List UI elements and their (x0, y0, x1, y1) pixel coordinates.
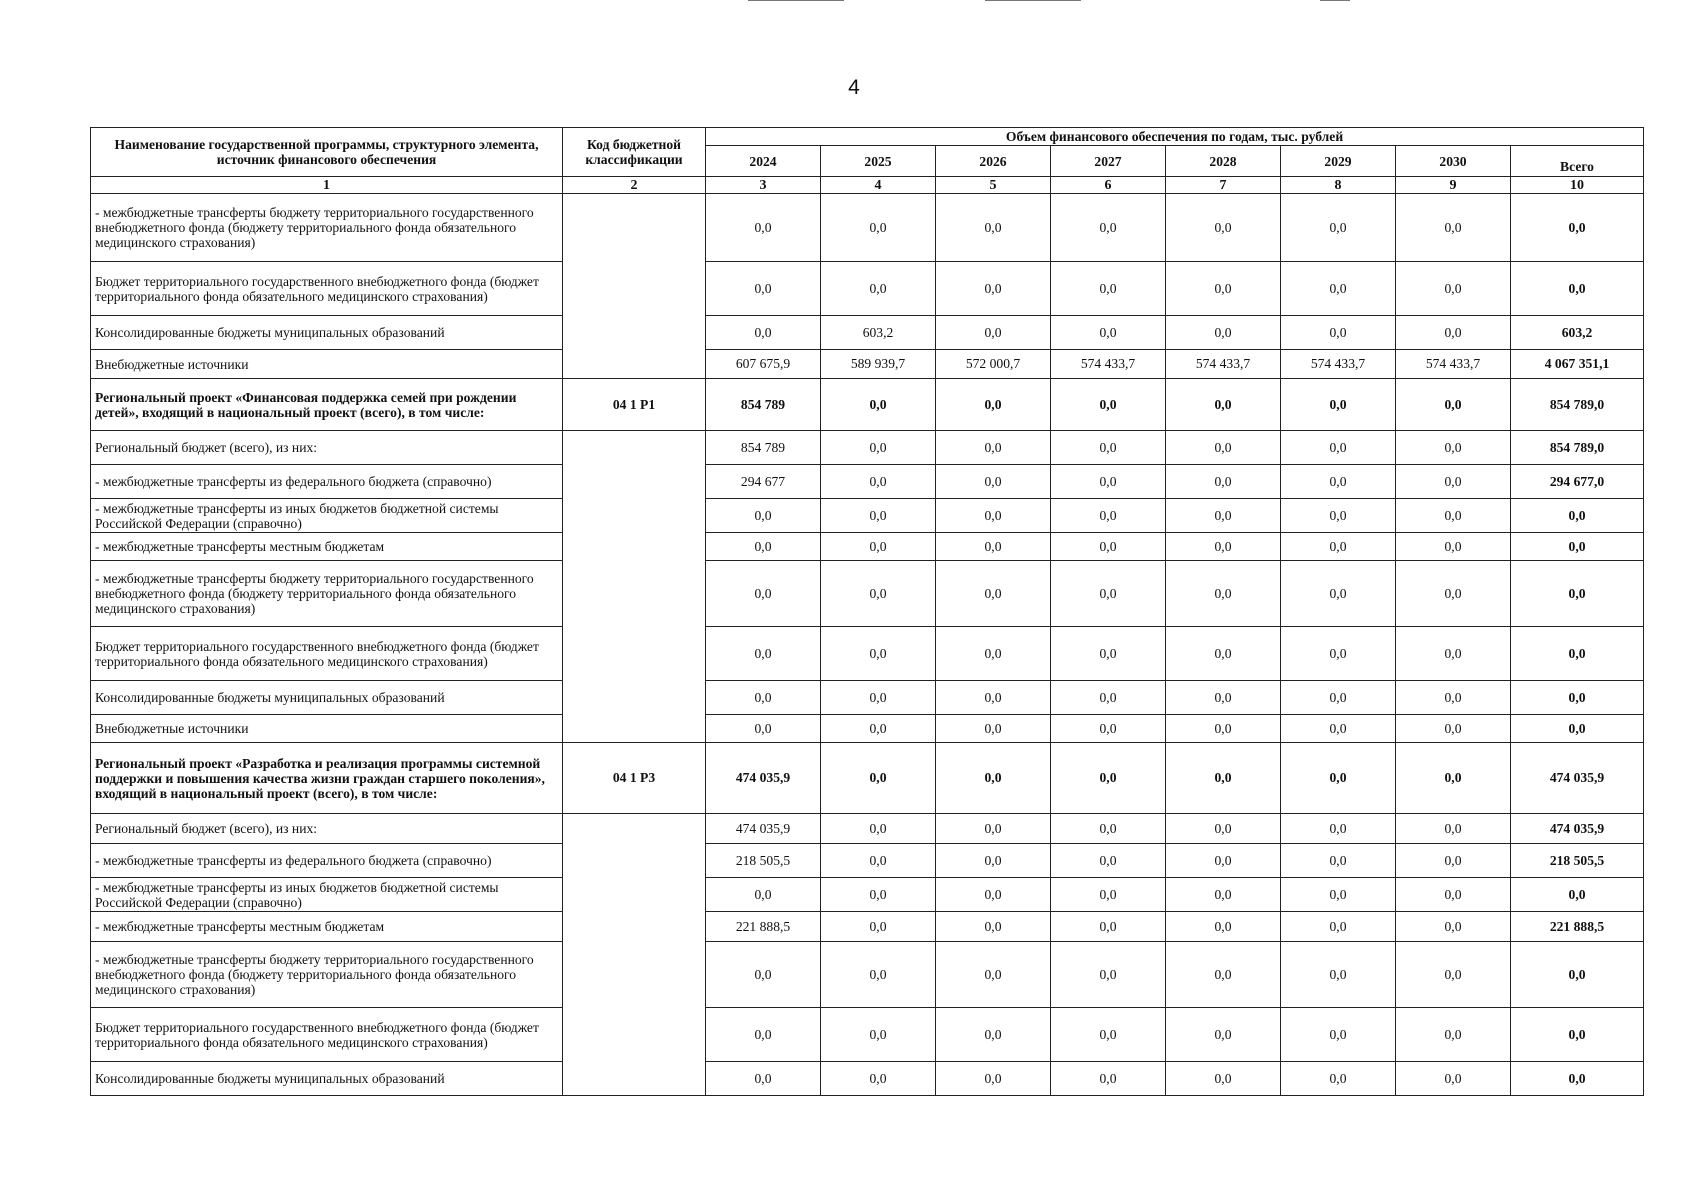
year-value: 0,0 (936, 533, 1051, 561)
row-name: Региональный проект «Разработка и реализация программы системной поддержки и повышения качества жизни граждан старшего поколения», входящий в национальный проект (всего), в том числе: (91, 743, 563, 814)
row-total: 603,2 (1511, 316, 1644, 350)
year-value: 0,0 (821, 533, 936, 561)
row-total: 221 888,5 (1511, 912, 1644, 942)
year-value: 0,0 (1166, 499, 1281, 533)
row-name: - межбюджетные трансферты бюджету территориального государственного внебюджетного фонда (бюджету территориального фонда обязательного медицинского страхования) (91, 942, 563, 1008)
budget-code: 04 1 Р1 (563, 379, 706, 431)
year-value: 0,0 (936, 262, 1051, 316)
year-value: 0,0 (936, 878, 1051, 912)
budget-code (563, 194, 706, 379)
year-value: 0,0 (1396, 499, 1511, 533)
year-value: 574 433,7 (1396, 350, 1511, 379)
year-value: 221 888,5 (706, 912, 821, 942)
table-row (91, 561, 1644, 627)
year-value: 0,0 (821, 912, 936, 942)
table-row (91, 499, 1644, 533)
row-total: 0,0 (1511, 681, 1644, 715)
row-name: Бюджет территориального государственного внебюджетного фонда (бюджет территориального фонда обязательного медицинского страхования) (91, 262, 563, 316)
row-total: 218 505,5 (1511, 844, 1644, 878)
year-value: 0,0 (1166, 561, 1281, 627)
row-total: 4 067 351,1 (1511, 350, 1644, 379)
year-value: 0,0 (821, 379, 936, 431)
table-row (91, 1062, 1644, 1096)
year-value: 0,0 (1051, 561, 1166, 627)
table-row (91, 379, 1644, 431)
year-value: 0,0 (821, 194, 936, 262)
year-value: 0,0 (1051, 1008, 1166, 1062)
year-value: 0,0 (1396, 1062, 1511, 1096)
column-number: 7 (1166, 177, 1281, 194)
row-total: 0,0 (1511, 627, 1644, 681)
column-number: 2 (563, 177, 706, 194)
year-value: 0,0 (1396, 878, 1511, 912)
table-row (91, 1008, 1644, 1062)
table-row (91, 465, 1644, 499)
year-value: 0,0 (706, 194, 821, 262)
year-value: 0,0 (821, 627, 936, 681)
row-total: 0,0 (1511, 262, 1644, 316)
year-value: 0,0 (936, 715, 1051, 743)
table-row (91, 942, 1644, 1008)
year-value: 0,0 (821, 743, 936, 814)
column-number: 4 (821, 177, 936, 194)
column-number: 8 (1281, 177, 1396, 194)
row-total: 474 035,9 (1511, 743, 1644, 814)
header-year: 2027 (1051, 146, 1166, 177)
year-value: 0,0 (1166, 194, 1281, 262)
row-name: - межбюджетные трансферты местным бюджетам (91, 533, 563, 561)
year-value: 0,0 (936, 194, 1051, 262)
table-row (91, 844, 1644, 878)
year-value: 0,0 (936, 465, 1051, 499)
year-value: 474 035,9 (706, 743, 821, 814)
budget-code (563, 814, 706, 1096)
year-value: 0,0 (1051, 1062, 1166, 1096)
row-total: 0,0 (1511, 499, 1644, 533)
year-value: 607 675,9 (706, 350, 821, 379)
year-value: 0,0 (1166, 715, 1281, 743)
table-row (91, 533, 1644, 561)
header-total-col: Всего (1511, 146, 1644, 177)
year-value: 0,0 (936, 814, 1051, 844)
year-value: 0,0 (1281, 1008, 1396, 1062)
year-value: 0,0 (1166, 942, 1281, 1008)
year-value: 0,0 (1051, 844, 1166, 878)
table-row (91, 681, 1644, 715)
financing-table (90, 127, 1644, 1096)
year-value: 0,0 (1281, 715, 1396, 743)
year-value: 0,0 (1051, 814, 1166, 844)
table-header (91, 128, 1644, 194)
year-value: 0,0 (1396, 942, 1511, 1008)
year-value: 0,0 (936, 627, 1051, 681)
year-value: 474 035,9 (706, 814, 821, 844)
year-value: 0,0 (821, 942, 936, 1008)
year-value: 0,0 (1396, 1008, 1511, 1062)
year-value: 0,0 (821, 844, 936, 878)
row-name: Региональный бюджет (всего), из них: (91, 814, 563, 844)
header-volume-group: Объем финансового обеспечения по годам, тыс. рублей (706, 128, 1644, 146)
table-row (91, 814, 1644, 844)
year-value: 0,0 (1281, 561, 1396, 627)
year-value: 0,0 (1396, 262, 1511, 316)
year-value: 0,0 (706, 1008, 821, 1062)
year-value: 0,0 (1281, 379, 1396, 431)
year-value: 0,0 (1166, 262, 1281, 316)
year-value: 603,2 (821, 316, 936, 350)
row-total: 0,0 (1511, 194, 1644, 262)
year-value: 0,0 (1281, 262, 1396, 316)
budget-code (563, 431, 706, 743)
year-value: 0,0 (1396, 533, 1511, 561)
year-value: 0,0 (1051, 942, 1166, 1008)
row-total: 474 035,9 (1511, 814, 1644, 844)
row-total: 854 789,0 (1511, 431, 1644, 465)
year-value: 0,0 (1396, 194, 1511, 262)
year-value: 0,0 (1166, 1008, 1281, 1062)
year-value: 0,0 (1281, 743, 1396, 814)
year-value: 0,0 (1166, 1062, 1281, 1096)
year-value: 0,0 (936, 499, 1051, 533)
year-value: 0,0 (821, 1008, 936, 1062)
year-value: 0,0 (1396, 844, 1511, 878)
year-value: 0,0 (1396, 431, 1511, 465)
row-name: - межбюджетные трансферты из иных бюджетов бюджетной системы Российской Федерации (справочно) (91, 499, 563, 533)
year-value: 0,0 (1281, 912, 1396, 942)
year-value: 0,0 (1166, 844, 1281, 878)
year-value: 0,0 (821, 878, 936, 912)
year-value: 0,0 (1396, 465, 1511, 499)
row-name: - межбюджетные трансферты бюджету территориального государственного внебюджетного фонда (бюджету территориального фонда обязательного медицинского страхования) (91, 194, 563, 262)
year-value: 0,0 (1051, 743, 1166, 814)
row-total: 854 789,0 (1511, 379, 1644, 431)
year-value: 0,0 (821, 715, 936, 743)
year-value: 0,0 (821, 681, 936, 715)
year-value: 0,0 (1166, 912, 1281, 942)
row-total: 0,0 (1511, 715, 1644, 743)
year-value: 0,0 (1166, 814, 1281, 844)
row-total: 0,0 (1511, 533, 1644, 561)
year-value: 0,0 (1166, 316, 1281, 350)
year-value: 0,0 (1396, 743, 1511, 814)
year-value: 0,0 (1051, 431, 1166, 465)
year-value: 0,0 (706, 1062, 821, 1096)
year-value: 0,0 (821, 814, 936, 844)
row-name: - межбюджетные трансферты из федерального бюджета (справочно) (91, 465, 563, 499)
year-value: 0,0 (1281, 627, 1396, 681)
year-value: 0,0 (1166, 431, 1281, 465)
row-name: Внебюджетные источники (91, 715, 563, 743)
header-year: 2025 (821, 146, 936, 177)
year-value: 0,0 (821, 262, 936, 316)
year-value: 0,0 (1051, 262, 1166, 316)
year-value: 0,0 (936, 942, 1051, 1008)
year-value: 0,0 (1051, 878, 1166, 912)
year-value: 0,0 (1396, 379, 1511, 431)
year-value: 0,0 (706, 627, 821, 681)
year-value: 854 789 (706, 431, 821, 465)
table-row (91, 350, 1644, 379)
row-name: - межбюджетные трансферты местным бюджетам (91, 912, 563, 942)
year-value: 0,0 (1051, 465, 1166, 499)
year-value: 0,0 (936, 912, 1051, 942)
row-name: Внебюджетные источники (91, 350, 563, 379)
year-value: 0,0 (1396, 681, 1511, 715)
year-value: 0,0 (1051, 715, 1166, 743)
header-name-col: Наименование государственной программы, структурного элемента, источник финансового обеспечения (91, 128, 563, 177)
header-row-numbers (91, 177, 1644, 194)
header-year: 2028 (1166, 146, 1281, 177)
year-value: 294 677 (706, 465, 821, 499)
row-name: Бюджет территориального государственного внебюджетного фонда (бюджет территориального фонда обязательного медицинского страхования) (91, 1008, 563, 1062)
year-value: 0,0 (1051, 533, 1166, 561)
year-value: 0,0 (1166, 627, 1281, 681)
table-row (91, 715, 1644, 743)
table-row (91, 878, 1644, 912)
year-value: 574 433,7 (1281, 350, 1396, 379)
header-year: 2026 (936, 146, 1051, 177)
year-value: 0,0 (706, 561, 821, 627)
column-number: 9 (1396, 177, 1511, 194)
header-code-col: Код бюджетной классификации (563, 128, 706, 177)
year-value: 0,0 (1396, 814, 1511, 844)
year-value: 0,0 (1281, 499, 1396, 533)
column-number: 5 (936, 177, 1051, 194)
year-value: 0,0 (1051, 499, 1166, 533)
row-total: 0,0 (1511, 1008, 1644, 1062)
year-value: 572 000,7 (936, 350, 1051, 379)
year-value: 0,0 (1396, 627, 1511, 681)
row-total: 0,0 (1511, 942, 1644, 1008)
year-value: 0,0 (1166, 743, 1281, 814)
row-total: 294 677,0 (1511, 465, 1644, 499)
row-name: Региональный проект «Финансовая поддержка семей при рождении детей», входящий в национальный проект (всего), в том числе: (91, 379, 563, 431)
year-value: 0,0 (1281, 814, 1396, 844)
year-value: 0,0 (1051, 194, 1166, 262)
row-name: Консолидированные бюджеты муниципальных образований (91, 1062, 563, 1096)
year-value: 0,0 (936, 379, 1051, 431)
year-value: 0,0 (1166, 878, 1281, 912)
year-value: 0,0 (1051, 627, 1166, 681)
header-year: 2029 (1281, 146, 1396, 177)
year-value: 0,0 (1281, 942, 1396, 1008)
year-value: 0,0 (936, 316, 1051, 350)
year-value: 0,0 (821, 431, 936, 465)
row-name: - межбюджетные трансферты бюджету территориального государственного внебюджетного фонда (бюджету территориального фонда обязательного медицинского страхования) (91, 561, 563, 627)
year-value: 0,0 (1281, 844, 1396, 878)
year-value: 0,0 (936, 844, 1051, 878)
year-value: 0,0 (1281, 316, 1396, 350)
year-value: 0,0 (1281, 431, 1396, 465)
scan-mark (1320, 0, 1350, 1)
row-total: 0,0 (1511, 1062, 1644, 1096)
year-value: 0,0 (821, 465, 936, 499)
page-number: 4 (848, 76, 860, 99)
row-name: Бюджет территориального государственного внебюджетного фонда (бюджет территориального фонда обязательного медицинского страхования) (91, 627, 563, 681)
table-row (91, 194, 1644, 262)
row-name: - межбюджетные трансферты из федерального бюджета (справочно) (91, 844, 563, 878)
year-value: 0,0 (706, 878, 821, 912)
year-value: 0,0 (706, 715, 821, 743)
year-value: 0,0 (1051, 379, 1166, 431)
year-value: 0,0 (936, 1008, 1051, 1062)
year-value: 0,0 (1281, 533, 1396, 561)
row-total: 0,0 (1511, 561, 1644, 627)
table-row (91, 743, 1644, 814)
year-value: 0,0 (1051, 681, 1166, 715)
year-value: 0,0 (1166, 681, 1281, 715)
scan-mark (985, 0, 1081, 1)
row-name: Консолидированные бюджеты муниципальных образований (91, 316, 563, 350)
year-value: 0,0 (1166, 533, 1281, 561)
table-row (91, 912, 1644, 942)
year-value: 0,0 (821, 561, 936, 627)
year-value: 574 433,7 (1166, 350, 1281, 379)
year-value: 0,0 (1281, 465, 1396, 499)
table-row (91, 627, 1644, 681)
year-value: 0,0 (936, 561, 1051, 627)
year-value: 589 939,7 (821, 350, 936, 379)
year-value: 0,0 (1051, 912, 1166, 942)
row-name: - межбюджетные трансферты из иных бюджетов бюджетной системы Российской Федерации (справочно) (91, 878, 563, 912)
year-value: 0,0 (821, 499, 936, 533)
year-value: 0,0 (1281, 878, 1396, 912)
table-body (91, 194, 1644, 1096)
table-row (91, 262, 1644, 316)
year-value: 0,0 (706, 262, 821, 316)
row-name: Региональный бюджет (всего), из них: (91, 431, 563, 465)
row-name: Консолидированные бюджеты муниципальных образований (91, 681, 563, 715)
column-number: 10 (1511, 177, 1644, 194)
scan-mark (748, 0, 844, 1)
year-value: 0,0 (936, 743, 1051, 814)
year-value: 0,0 (1396, 715, 1511, 743)
year-value: 0,0 (1396, 316, 1511, 350)
year-value: 0,0 (936, 681, 1051, 715)
year-value: 854 789 (706, 379, 821, 431)
year-value: 0,0 (821, 1062, 936, 1096)
budget-code: 04 1 Р3 (563, 743, 706, 814)
row-total: 0,0 (1511, 878, 1644, 912)
year-value: 0,0 (1051, 316, 1166, 350)
column-number: 3 (706, 177, 821, 194)
year-value: 0,0 (1396, 912, 1511, 942)
year-value: 0,0 (706, 681, 821, 715)
header-year: 2030 (1396, 146, 1511, 177)
table-row (91, 431, 1644, 465)
year-value: 0,0 (706, 533, 821, 561)
header-row-top (91, 128, 1644, 146)
table-row (91, 316, 1644, 350)
year-value: 0,0 (936, 1062, 1051, 1096)
year-value: 0,0 (1166, 379, 1281, 431)
column-number: 6 (1051, 177, 1166, 194)
year-value: 0,0 (1396, 561, 1511, 627)
year-value: 574 433,7 (1051, 350, 1166, 379)
year-value: 0,0 (1281, 194, 1396, 262)
year-value: 0,0 (1281, 681, 1396, 715)
year-value: 0,0 (936, 431, 1051, 465)
column-number: 1 (91, 177, 563, 194)
year-value: 0,0 (706, 942, 821, 1008)
year-value: 0,0 (706, 499, 821, 533)
year-value: 0,0 (706, 316, 821, 350)
year-value: 0,0 (1166, 465, 1281, 499)
year-value: 218 505,5 (706, 844, 821, 878)
header-year: 2024 (706, 146, 821, 177)
year-value: 0,0 (1281, 1062, 1396, 1096)
